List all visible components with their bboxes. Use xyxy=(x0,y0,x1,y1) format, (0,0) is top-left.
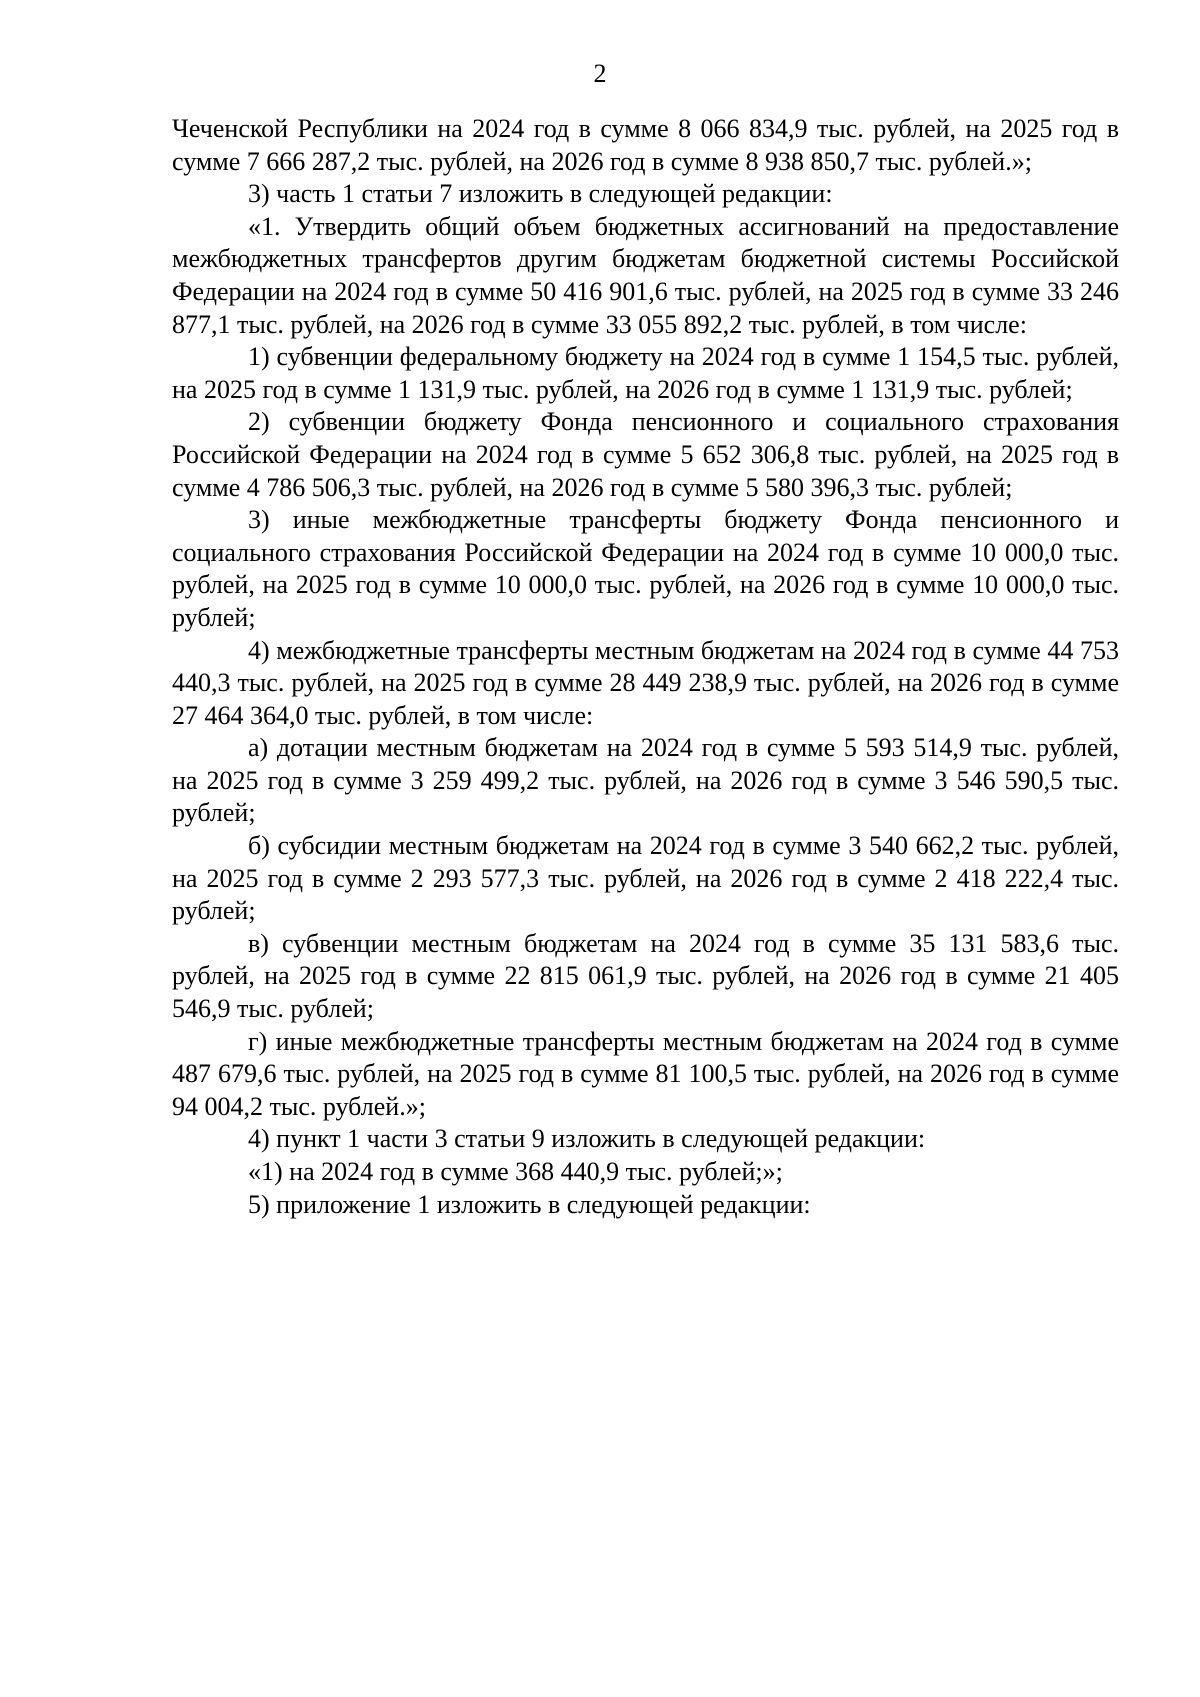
paragraph-item-5: 5) приложение 1 изложить в следующей редакции: xyxy=(248,1189,811,1219)
paragraph-continuation: Чеченской Республики на 2024 год в сумме 8 066 834,9 тыс. рублей, на 2025 год в сумме 7 666 287,2 тыс. рублей, на 2026 год в сумме 8 938 850,7 тыс. рублей.»; xyxy=(172,114,1119,176)
paragraph-subitem-3: 3) иные межбюджетные трансферты бюджету Фонда пенсионного и социального страхования Российской Федерации на 2024 год в сумме 10 000,0 тыс. рублей, на 2025 год в сумме 10 000,0 тыс. рублей, на 2026 год в сумме 10 000,0 тыс. рублей; xyxy=(172,505,1119,632)
document-body xyxy=(172,113,1119,1221)
paragraph-subitem-1: 1) субвенции федеральному бюджету на 2024 год в сумме 1 154,5 тыс. рублей, на 2025 год в сумме 1 131,9 тыс. рублей, на 2026 год в сумме 1 131,9 тыс. рублей; xyxy=(172,342,1119,404)
paragraph-item-3: 3) часть 1 статьи 7 изложить в следующей редакции: xyxy=(248,179,833,209)
paragraph-article-7-part-1: «1. Утвердить общий объем бюджетных ассигнований на предоставление межбюджетных трансфертов другим бюджетам бюджетной системы Российской Федерации на 2024 год в сумме 50 416 901,6 тыс. рублей, на 2025 год в сумме 33 246 877,1 тыс. рублей, на 2026 год в сумме 33 055 892,2 тыс. рублей, в том числе: xyxy=(172,211,1119,339)
paragraph-subitem-4: 4) межбюджетные трансферты местным бюджетам на 2024 год в сумме 44 753 440,3 тыс. рублей, на 2025 год в сумме 28 449 238,9 тыс. рублей, на 2026 год в сумме 27 464 364,0 тыс. рублей, в том числе: xyxy=(172,635,1119,730)
paragraph-subitem-a: а) дотации местным бюджетам на 2024 год в сумме 5 593 514,9 тыс. рублей, на 2025 год в сумме 3 259 499,2 тыс. рублей, на 2026 год в сумме 3 546 590,5 тыс. рублей; xyxy=(172,733,1119,828)
paragraph-subitem-g: г) иные межбюджетные трансферты местным бюджетам на 2024 год в сумме 487 679,6 тыс. рублей, на 2025 год в сумме 81 100,5 тыс. рублей, на 2026 год в сумме 94 004,2 тыс. рублей.»; xyxy=(172,1026,1119,1121)
paragraph-article-9-point-1: «1) на 2024 год в сумме 368 440,9 тыс. рублей;»; xyxy=(248,1157,783,1186)
page-number: 2 xyxy=(593,59,607,88)
paragraph-subitem-v: в) субвенции местным бюджетам на 2024 год в сумме 35 131 583,6 тыс. рублей, на 2025 год в сумме 22 815 061,9 тыс. рублей, на 2026 год в сумме 21 405 546,9 тыс. рублей; xyxy=(172,928,1119,1024)
paragraph-subitem-b: б) субсидии местным бюджетам на 2024 год в сумме 3 540 662,2 тыс. рублей, на 2025 год в сумме 2 293 577,3 тыс. рублей, на 2026 год в сумме 2 418 222,4 тыс. рублей; xyxy=(172,831,1119,926)
paragraph-item-4: 4) пункт 1 части 3 статьи 9 изложить в следующей редакции: xyxy=(248,1124,926,1154)
paragraph-subitem-2: 2) субвенции бюджету Фонда пенсионного и социального страхования Российской Федерации на 2024 год в сумме 5 652 306,8 тыс. рублей, на 2025 год в сумме 4 786 506,3 тыс. рублей, на 2026 год в сумме 5 580 396,3 тыс. рублей; xyxy=(172,407,1119,502)
